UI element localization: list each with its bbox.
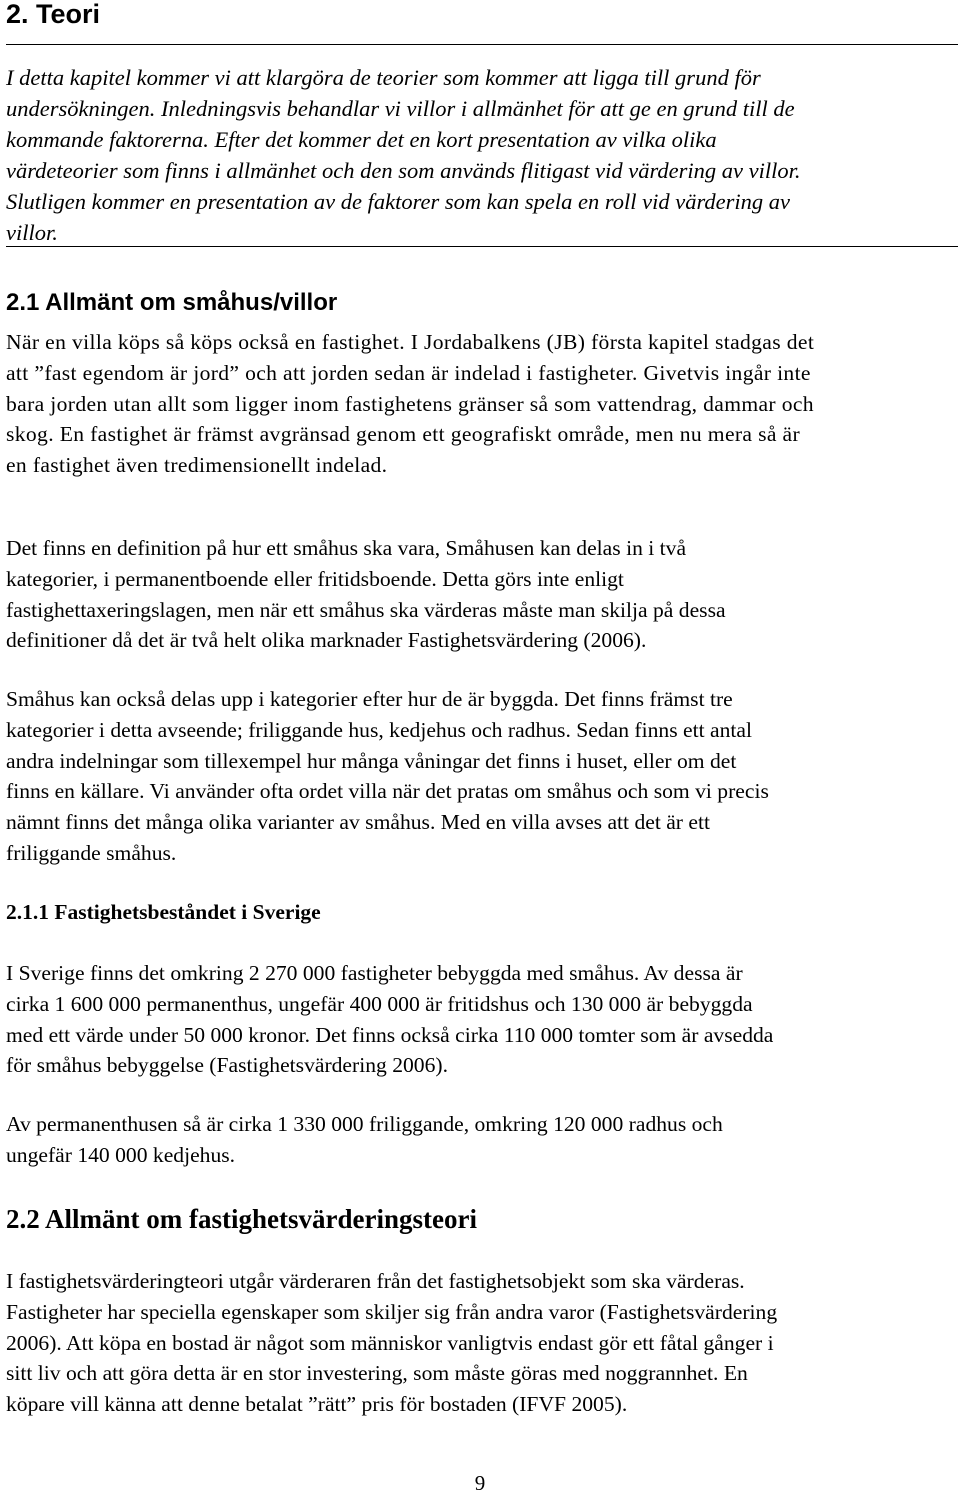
intro-line: värdeteorier som finns i allmänhet och den som används flitigast vid värdering av villor. (6, 158, 801, 183)
intro-line: undersökningen. Inledningsvis behandlar vi villor i allmänhet för att ge en grund till de (6, 96, 795, 121)
paragraph-line: finns en källare. Vi använder ofta ordet villa när det pratas om småhus och som vi precis (6, 779, 769, 804)
section-heading-2-1-1: 2.1.1 Fastighetsbeståndet i Sverige (6, 900, 321, 924)
paragraph-line: Det finns en definition på hur ett småhus ska vara, Småhusen kan delas in i två (6, 536, 687, 560)
paragraph-kategorier (6, 684, 954, 869)
paragraph-line: bara jorden utan allt som ligger inom fastighetens gränser så som vattendrag, dammar och (6, 391, 814, 416)
paragraph-line: Fastigheter har speciella egenskaper som skiljer sig från andra varor (Fastighetsvärdering (6, 1299, 778, 1324)
paragraph-permanenthus (6, 1109, 954, 1171)
paragraph-line: friliggande småhus. (6, 840, 177, 865)
intro-line: kommande faktorerna. Efter det kommer det en kort presentation av vilka olika (6, 127, 717, 152)
intro-line: Slutligen kommer en presentation av de faktorer som kan spela en roll vid värdering av (6, 189, 791, 214)
intro-line: I detta kapitel kommer vi att klargöra de teorier som kommer att ligga till grund för (6, 65, 761, 90)
paragraph-line: att ”fast egendom är jord” och att jorden sedan är indelad i fastigheter. Givetvis ingår inte (6, 360, 811, 385)
paragraph-line: nämnt finns det många olika varianter av småhus. Med en villa avses att det är ett (6, 810, 710, 835)
paragraph-line: en fastighet även tredimensionellt indelad. (6, 453, 388, 478)
section-heading-2-1: 2.1 Allmänt om småhus/villor (6, 289, 338, 316)
page-number: 9 (474, 1471, 486, 1495)
intro-bottom-rule (6, 246, 958, 247)
paragraph-vardering (6, 1266, 954, 1420)
paragraph-fastighet (6, 327, 954, 481)
paragraph-line: Småhus kan också delas upp i kategorier efter hur de är byggda. Det finns främst tre (6, 687, 733, 711)
paragraph-line: andra indelningar som tillexempel hur många våningar det finns i huset, eller om det (6, 748, 737, 773)
paragraph-line: kategorier i detta avseende; friliggande hus, kedjehus och radhus. Sedan finns ett antal (6, 717, 752, 742)
intro-line: villor. (6, 220, 58, 245)
paragraph-line: cirka 1 600 000 permanenthus, ungefär 400 000 är fritidshus och 130 000 är bebyggda (6, 991, 753, 1016)
intro-top-rule (6, 44, 958, 45)
paragraph-line: 2006). Att köpa en bostad är något som människor vanligtvis endast gör ett fåtal gånger i (6, 1330, 774, 1355)
paragraph-line: sitt liv och att göra detta är en stor investering, som måste göras med noggrannhet. En (6, 1361, 748, 1386)
paragraph-line: fastighettaxeringslagen, men när ett småhus ska värderas måste man skilja på dessa (6, 597, 726, 622)
paragraph-line: Av permanenthusen så är cirka 1 330 000 friliggande, omkring 120 000 radhus och (6, 1112, 723, 1136)
paragraph-line: ungefär 140 000 kedjehus. (6, 1142, 236, 1167)
paragraph-line: med ett värde under 50 000 kronor. Det finns också cirka 110 000 tomter som är avsedda (6, 1022, 774, 1047)
chapter-intro (6, 62, 951, 248)
paragraph-definition (6, 533, 954, 656)
paragraph-line: I fastighetsvärderingteori utgår värderaren från det fastighetsobjekt som ska värderas. (6, 1269, 745, 1293)
paragraph-line: skog. En fastighet är främst avgränsad genom ett geografiskt område, men nu mera så är (6, 422, 801, 447)
paragraph-line: I Sverige finns det omkring 2 270 000 fastigheter bebyggda med småhus. Av dessa är (6, 961, 743, 985)
chapter-title: 2. Teori (6, 0, 101, 29)
paragraph-line: När en villa köps så köps också en fastighet. I Jordabalkens (JB) första kapitel stadgas det (6, 330, 815, 354)
section-heading-2-2: 2.2 Allmänt om fastighetsvärderingsteori (6, 1204, 477, 1234)
paragraph-bestand (6, 958, 954, 1081)
paragraph-line: köpare vill känna att denne betalat ”rätt” pris för bostaden (IFVF 2005). (6, 1392, 628, 1417)
paragraph-line: definitioner då det är två helt olika marknader Fastighetsvärdering (2006). (6, 628, 647, 653)
paragraph-line: kategorier, i permanentboende eller fritidsboende. Detta görs inte enligt (6, 566, 624, 591)
paragraph-line: för småhus bebyggelse (Fastighetsvärdering 2006). (6, 1053, 448, 1078)
